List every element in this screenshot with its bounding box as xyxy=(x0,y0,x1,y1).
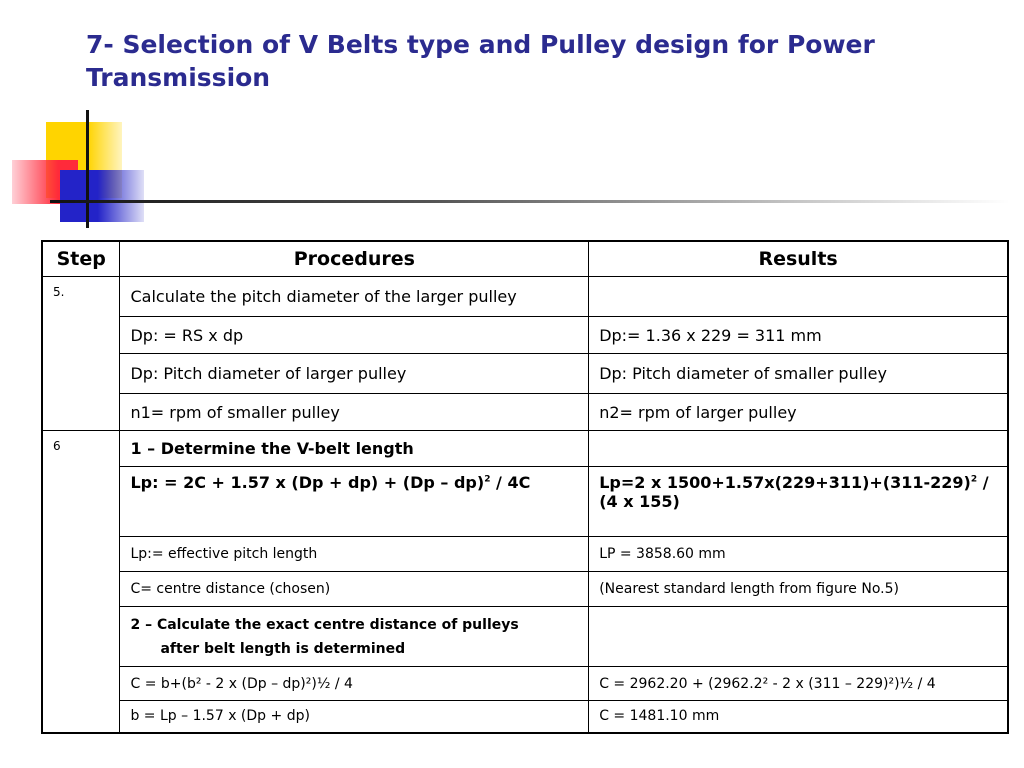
step-number: 6 xyxy=(42,431,120,733)
procedure-cell: Calculate the pitch diameter of the larger pulley xyxy=(120,277,589,317)
blue-square xyxy=(60,170,144,222)
table-row xyxy=(42,701,1008,733)
exponent: 2 xyxy=(970,474,978,485)
table-row xyxy=(42,317,1008,354)
yellow-square xyxy=(46,122,122,198)
result-cell xyxy=(589,431,1008,467)
red-square xyxy=(12,160,78,204)
formula-text: Lp=2 x 1500+1.57x(229+311)+(311-229) xyxy=(599,473,971,492)
result-cell xyxy=(589,467,1008,537)
result-cell: LP = 3858.60 mm xyxy=(589,537,1008,572)
result-cell: Dp: Pitch diameter of smaller pulley xyxy=(589,354,1008,394)
procedure-table xyxy=(41,240,1009,734)
table-row xyxy=(42,607,1008,667)
result-cell: (Nearest standard length from figure No.5) xyxy=(589,572,1008,607)
procedure-cell: 1 – Determine the V-belt length xyxy=(120,431,589,467)
table-row xyxy=(42,277,1008,317)
result-cell: C = 1481.10 mm xyxy=(589,701,1008,733)
table-row xyxy=(42,467,1008,537)
procedure-cell: n1= rpm of smaller pulley xyxy=(120,394,589,431)
table-row xyxy=(42,354,1008,394)
header-step: Step xyxy=(42,241,120,277)
procedure-cell: C = b+(b² - 2 x (Dp – dp)²)½ / 4 xyxy=(120,667,589,701)
table-row xyxy=(42,394,1008,431)
table-row xyxy=(42,537,1008,572)
procedure-cell: C= centre distance (chosen) xyxy=(120,572,589,607)
result-cell: C = 2962.20 + (2962.2² - 2 x (311 – 229)²)½ / 4 xyxy=(589,667,1008,701)
table-row xyxy=(42,572,1008,607)
procedure-cell xyxy=(120,607,589,667)
procedure-line: after belt length is determined xyxy=(160,640,406,657)
formula-text: Lp: = 2C + 1.57 x (Dp + dp) + (Dp – dp) xyxy=(130,473,485,492)
procedure-cell xyxy=(120,467,589,537)
procedure-cell: Dp: Pitch diameter of larger pulley xyxy=(120,354,589,394)
formula-text: / (4 x 155) xyxy=(599,473,989,511)
exponent: 2 xyxy=(484,474,491,485)
table-row xyxy=(42,431,1008,467)
table-header-row xyxy=(42,241,1008,277)
procedure-line: 2 – Calculate the exact centre distance of pulleys xyxy=(130,616,519,633)
result-cell: n2= rpm of larger pulley xyxy=(589,394,1008,431)
result-cell xyxy=(589,607,1008,667)
header-results: Results xyxy=(589,241,1008,277)
vertical-rule xyxy=(86,110,89,228)
header-procedures: Procedures xyxy=(120,241,589,277)
procedure-cell: b = Lp – 1.57 x (Dp + dp) xyxy=(120,701,589,733)
step-number: 5. xyxy=(42,277,120,431)
slide-title: 7- Selection of V Belts type and Pulley design for Power Transmission xyxy=(86,30,875,92)
result-cell xyxy=(589,277,1008,317)
procedure-cell: Dp: = RS x dp xyxy=(120,317,589,354)
horizontal-rule xyxy=(50,200,1010,203)
procedure-cell: Lp:= effective pitch length xyxy=(120,537,589,572)
result-cell: Dp:= 1.36 x 229 = 311 mm xyxy=(589,317,1008,354)
table-row xyxy=(42,667,1008,701)
formula-text: / 4C xyxy=(490,473,531,492)
